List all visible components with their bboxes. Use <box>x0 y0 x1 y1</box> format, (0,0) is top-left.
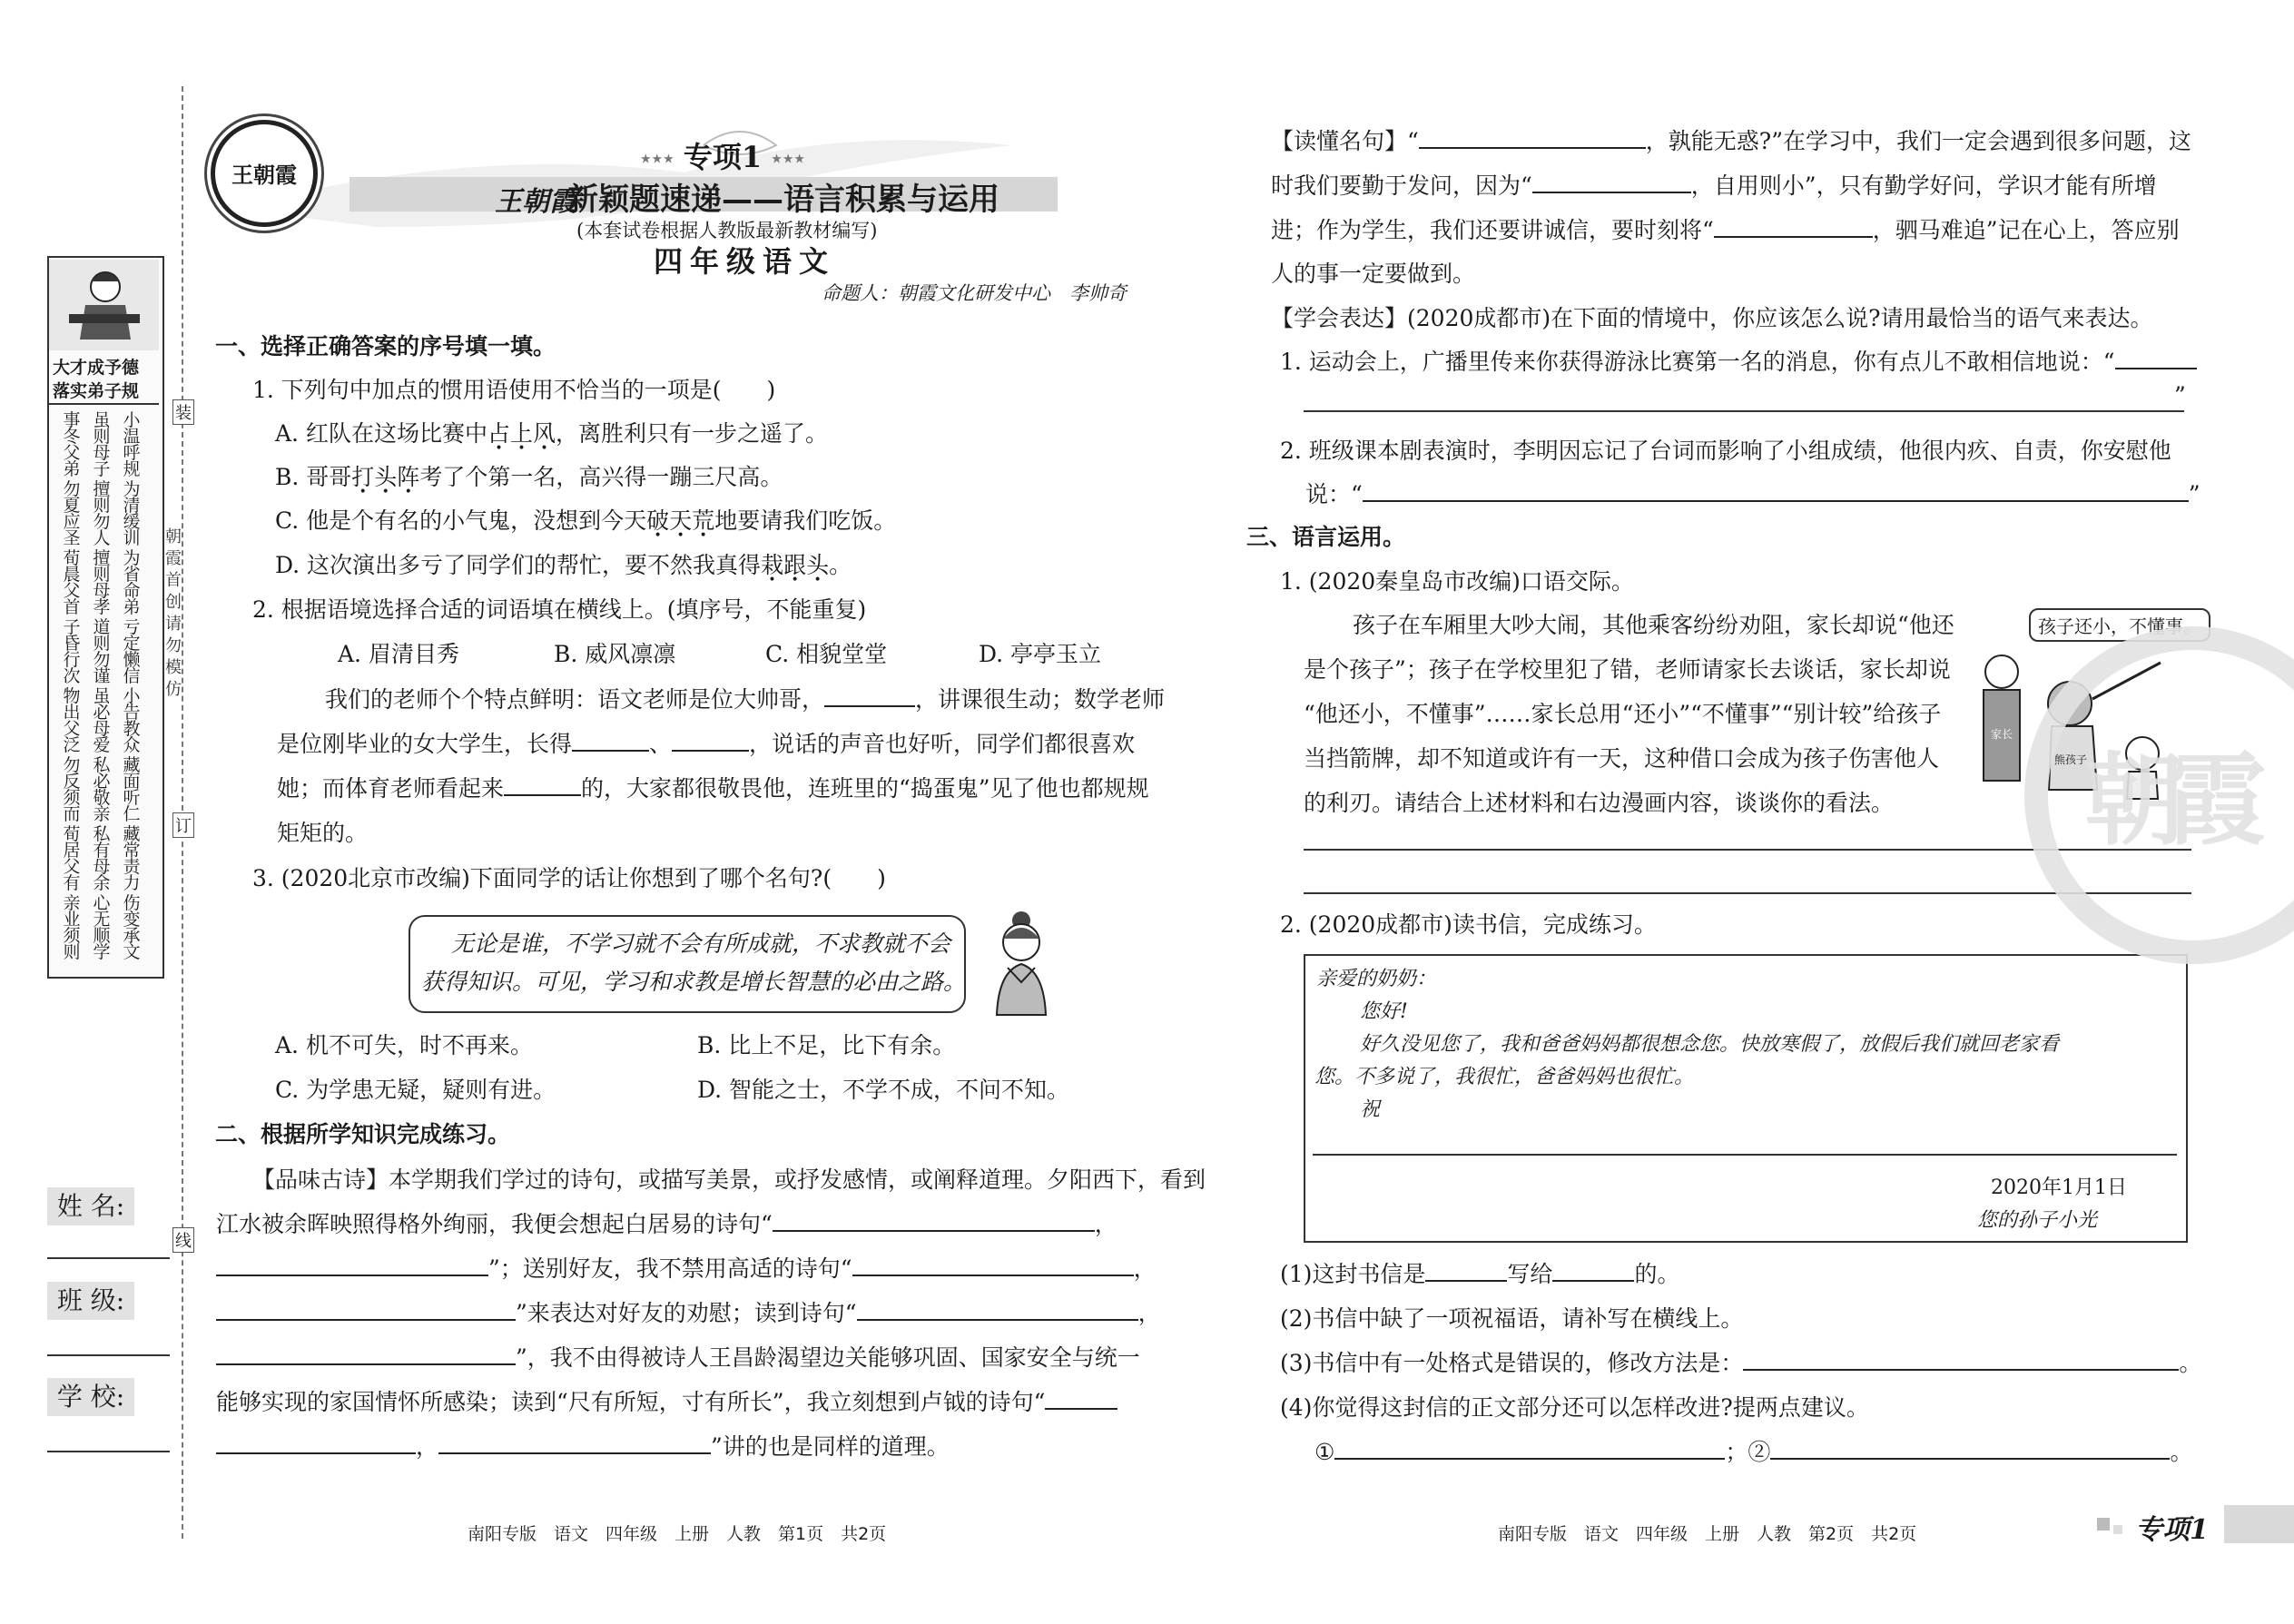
q1-option-b: B. 哥哥打头阵考了个第一名，高兴得一蹦三尺高。 <box>275 464 783 490</box>
q3-stem: 3. (2020北京市改编)下面同学的话让你想到了哪个名句?( ) <box>252 865 886 891</box>
poem-line-7: ， ”讲的也是同样的道理。 <box>216 1432 950 1462</box>
letter-greeting: 您好! <box>1360 1000 1408 1023</box>
s3-q2-sub2: (2)书信中缺了一项祝福语，请补写在横线上。 <box>1280 1305 1744 1332</box>
express-q2-b: 说：“ ” <box>1305 481 2200 507</box>
poem-line-6: 能够实现的家国情怀所感染；读到“尺有所短，寸有所长”，我立刻想到卢钺的诗句“ <box>216 1388 1117 1417</box>
cartoon-bubble: 孩子还小，不懂事。 <box>2029 608 2210 642</box>
motto-phrase: 虽必母爱 <box>93 686 111 755</box>
section3-heading: 三、语言运用。 <box>1246 524 1406 550</box>
motto-phrase: 心无顺学 <box>93 893 111 962</box>
q1-stem: 1. 下列句中加点的惯用语使用不恰当的一项是( ) <box>252 377 776 403</box>
name-label: 姓 名: <box>47 1187 134 1225</box>
s3-q2-sub5: ① ；② 。 <box>1314 1439 2193 1465</box>
bubble-line-2: 获得知识。可见，学习和求教是增长智慧的必由之路。 <box>421 969 967 995</box>
watermark: 朝霞 <box>2024 626 2294 964</box>
student-girl-icon <box>980 908 1062 1017</box>
q2-passage-line-4: 矩矩的。 <box>277 820 369 846</box>
poem-blank-4[interactable] <box>216 1299 516 1321</box>
quote-blank-2[interactable] <box>1532 172 1691 193</box>
motto-phrase: 私有母余 <box>93 824 111 893</box>
letter-box <box>1304 954 2188 1243</box>
page-title: 新颖题速递——语言积累与运用 <box>567 182 999 218</box>
q2-option-d: D. 亭亭玉立 <box>979 641 1102 667</box>
motto-phrase: 擅则勿人 <box>93 479 111 548</box>
logo-badge <box>211 120 318 227</box>
poem-blank-8[interactable] <box>216 1432 416 1454</box>
quote-blank-1[interactable] <box>1419 127 1646 149</box>
motto-phrase: 伤变承文 <box>123 893 141 962</box>
section2-heading: 二、根据所学知识完成练习。 <box>215 1121 511 1147</box>
letter-signature: 您的孙子小光 <box>1977 1209 2098 1232</box>
poem-blank-7[interactable] <box>1045 1388 1117 1410</box>
brand-script: 王朝霞 <box>495 186 576 218</box>
motto-phrase: 为清缓训 <box>123 479 141 548</box>
motto-phrase: 擅则母孝 <box>93 548 111 617</box>
name-field[interactable] <box>47 1257 170 1259</box>
quote-blank-3[interactable] <box>1714 216 1873 238</box>
poem-line-2: 江水被余晖映照得格外绚丽，我便会想起白居易的诗句“ ， <box>216 1211 1117 1237</box>
s3-q2-blank-from[interactable] <box>1425 1260 1507 1282</box>
q2-passage-line-2: 是位刚毕业的女大学生，长得 、 ，说话的声音也好听，同学们都很喜欢 <box>277 731 1136 757</box>
s3-q2-blank-fix[interactable] <box>1743 1349 2179 1371</box>
footer-right: 南阳专版 语文 四年级 上册 人教 第2页 共2页 <box>1498 1524 1917 1544</box>
cartoon-tag-child: 熊孩子 <box>2054 753 2088 766</box>
motto-phrase: 藏面听仁 <box>123 755 141 824</box>
motto-phrase: 小告教众 <box>123 686 141 755</box>
s3-q2-blank-suggest-1[interactable] <box>1334 1438 1725 1460</box>
letter-date: 2020年1月1日 <box>1991 1176 2127 1199</box>
s3-q2-sub1: (1)这封书信是 写给 的。 <box>1280 1261 1680 1287</box>
s3-q1-stem: 1. (2020秦皇岛市改编)口语交际。 <box>1280 568 1634 595</box>
quote-line-4: 人的事一定要做到。 <box>1271 261 1476 287</box>
express-q1-close: ” <box>2174 382 2186 408</box>
cut-label: 装 <box>172 399 194 425</box>
cartoon-tag-parent: 家长 <box>1991 728 2013 741</box>
q2-passage-line-1: 我们的老师个个特点鲜明：语文老师是位大帅哥， ，讲课很生动；数学老师 <box>325 686 1166 713</box>
quote-line-2: 时我们要勤于发问，因为“ ，自用则小”，只有勤学好问，学识才能有所增 <box>1271 172 2157 199</box>
q1-option-a: A. 红队在这场比赛中占上风，离胜利只有一步之遥了。 <box>275 420 829 447</box>
motto-phrase: 道则勿谨 <box>93 617 111 686</box>
s3-q2-sub4: (4)你觉得这封信的正文部分还可以怎样改进?提两点建议。 <box>1280 1394 1869 1421</box>
letter-body-2: 您。不多说了，我很忙，爸爸妈妈也很忙。 <box>1314 1066 1695 1088</box>
s3-q2-sub3: (3)书信中有一处格式是错误的，修改方法是： 。 <box>1280 1350 2202 1376</box>
poem-line-4: ”来表达对好友的劝慰；读到诗句“ ， <box>216 1299 1161 1328</box>
q2-blank-3[interactable] <box>672 730 749 752</box>
vertical-strip: 朝霞首创 请勿模仿 <box>165 527 182 699</box>
motto-phrase: 亲业须则 <box>63 893 81 962</box>
motto-phrase: 藏常责力 <box>123 824 141 893</box>
motto-phrase: 为省命弟 <box>123 548 141 617</box>
school-field[interactable] <box>47 1451 170 1452</box>
motto-phrase: 亏定懒信 <box>123 617 141 686</box>
q3-option-c: C. 为学患无疑，疑则有进。 <box>275 1077 556 1103</box>
letter-body-1: 好久没见您了，我和爸爸妈妈都很想念您。快放寒假了，放假后我们就回老家看 <box>1360 1033 2060 1056</box>
poem-blank-5[interactable] <box>857 1299 1138 1321</box>
q2-blank-2[interactable] <box>572 730 649 752</box>
express-blank-1b[interactable] <box>1304 410 2184 412</box>
class-field[interactable] <box>47 1354 170 1356</box>
q3-option-d: D. 智能之士，不学不成，不问不知。 <box>697 1077 1070 1103</box>
q2-blank-1[interactable] <box>824 685 915 707</box>
express-intro: 【学会表达】(2020成都市)在下面的情境中，你应该怎么说?请用最恰当的语气来表达。 <box>1271 305 2153 331</box>
express-q1: 1. 运动会上，广播里传来你获得游泳比赛第一名的消息，你有点儿不敢相信地说：“ <box>1280 348 2197 377</box>
q1-option-c: C. 他是个有名的小气鬼，没想到今天破天荒地要请我们吃饭。 <box>275 507 897 534</box>
class-label: 班 级: <box>47 1282 134 1320</box>
grade-subject: 四年级语文 <box>654 244 836 279</box>
bubble-line-1: 无论是谁，不学习就不会有所成就，不求教就不会 <box>451 930 951 957</box>
motto-phrase: 勿反须而 <box>63 755 81 824</box>
q2-stem: 2. 根据语境选择合适的词语填在横线上。(填序号，不能重复) <box>252 596 867 623</box>
s3-q2-stem: 2. (2020成都市)读书信，完成练习。 <box>1280 911 1657 938</box>
cut-label: 订 <box>172 812 194 838</box>
section1-heading: 一、选择正确答案的序号填一填。 <box>215 333 556 359</box>
scholar-child-icon <box>49 260 159 350</box>
q2-option-b: B. 威风凛凛 <box>554 641 676 667</box>
s3-q2-blank-suggest-2[interactable] <box>1770 1438 2170 1460</box>
school-label: 学 校: <box>47 1378 134 1416</box>
cut-label: 线 <box>172 1227 194 1253</box>
s3-q1-line-3: “他还小，不懂事”……家长总用“还小”“不懂事”“别计较”给孩子 <box>1304 701 1942 727</box>
quote-line-3: 进；作为学生，我们还要讲诚信，要时刻将“ ，驷马难追”记在心上，答应别 <box>1271 217 2180 243</box>
s3-q1-line-2: 是个孩子”；孩子在学校里犯了错，老师请家长去谈话，家长却说 <box>1304 656 1951 683</box>
speech-bubble <box>409 915 966 1013</box>
poem-blank-6[interactable] <box>216 1343 516 1365</box>
motto-phrase: 勿夏应圣 <box>63 479 81 548</box>
motto-phrase: 荀晨父首 <box>63 548 81 617</box>
express-blank-1a[interactable] <box>2115 348 2197 369</box>
series-label: ★★★ 专项1 ★★★ <box>640 140 805 174</box>
s3-q1-line-5: 的利刃。请结合上述材料和右边漫画内容，谈谈你的看法。 <box>1304 790 1895 816</box>
author-line: 命题人：朝霞文化研发中心 李帅奇 <box>822 282 1127 304</box>
poem-line-1: 【品味古诗】本学期我们学过的诗句，或描写美景，或抒发感情，或阐释道理。夕阳西下，看到 <box>252 1166 1206 1193</box>
poem-blank-1[interactable] <box>773 1210 1095 1232</box>
motto-phrase: 物出父泛 <box>63 686 81 755</box>
motto-phrase: 子昏行次 <box>63 617 81 686</box>
motto-phrase: 小温呼规 <box>123 410 141 479</box>
q2-blank-4[interactable] <box>504 774 581 796</box>
poem-blank-3[interactable] <box>852 1255 1134 1276</box>
logo-text: 王朝霞 <box>231 162 297 188</box>
poem-line-5: ”，我不由得被诗人王昌龄渴望边关能够巩固、国家安全与统一 <box>216 1343 1140 1373</box>
motto-line-1: 大才成予德 <box>53 358 140 378</box>
letter-zhu: 祝 <box>1360 1098 1381 1121</box>
express-q2: 2. 班级课本剧表演时，李明因忘记了台词而影响了小组成绩，他很内疚、自责，你安慰他 <box>1280 438 2171 464</box>
quote-line-1: 【读懂名句】“ ，孰能无惑?”在学习中，我们一定会遇到很多问题，这 <box>1271 128 2191 154</box>
poem-line-3: ”；送别好友，我不禁用高适的诗句“ ， <box>216 1255 1157 1284</box>
sidebar <box>0 0 192 1624</box>
poem-blank-2[interactable] <box>216 1255 488 1276</box>
s3-q1-line-4: 当挡箭牌，却不知道或许有一天，这种借口会成为孩子伤害他人 <box>1304 745 1940 772</box>
motto-line-2: 落实弟子规 <box>53 381 140 401</box>
footer-tag: 专项1 <box>2097 1505 2294 1543</box>
q2-option-c: C. 相貌堂堂 <box>765 641 888 667</box>
motto-box <box>47 256 164 979</box>
motto-phrase: 荀居父有 <box>63 824 81 893</box>
q2-option-a: A. 眉清目秀 <box>338 641 459 667</box>
express-blank-2[interactable] <box>1363 480 2189 502</box>
q1-option-d: D. 这次演出多亏了同学们的帮忙，要不然我真得栽跟头。 <box>275 552 852 578</box>
q2-passage-line-3: 她；而体育老师看起来 的，大家都很敬畏他，连班里的“捣蛋鬼”见了他也都规规 <box>277 775 1149 802</box>
s3-q2-blank-to[interactable] <box>1552 1260 1634 1282</box>
motto-phrase: 虽则母子 <box>93 410 111 479</box>
letter-blessing-line[interactable] <box>1313 1154 2177 1156</box>
motto-phrase: 私必敬亲 <box>93 755 111 824</box>
edition-note: (本套试卷根据人教版最新教材编写) <box>576 220 878 241</box>
footer-left: 南阳专版 语文 四年级 上册 人教 第1页 共2页 <box>468 1524 887 1544</box>
q3-option-b: B. 比上不足，比下有余。 <box>697 1032 956 1058</box>
s3-q1-line-1: 孩子在车厢里大吵大闹，其他乘客纷纷劝阻，家长却说“他还 <box>1353 612 1954 638</box>
letter-salutation: 亲爱的奶奶： <box>1316 968 1437 990</box>
poem-blank-9[interactable] <box>438 1432 711 1454</box>
motto-phrase: 事冬父弟 <box>63 410 81 479</box>
q3-option-a: A. 机不可失，时不再来。 <box>275 1032 533 1058</box>
motto-text <box>60 412 151 966</box>
